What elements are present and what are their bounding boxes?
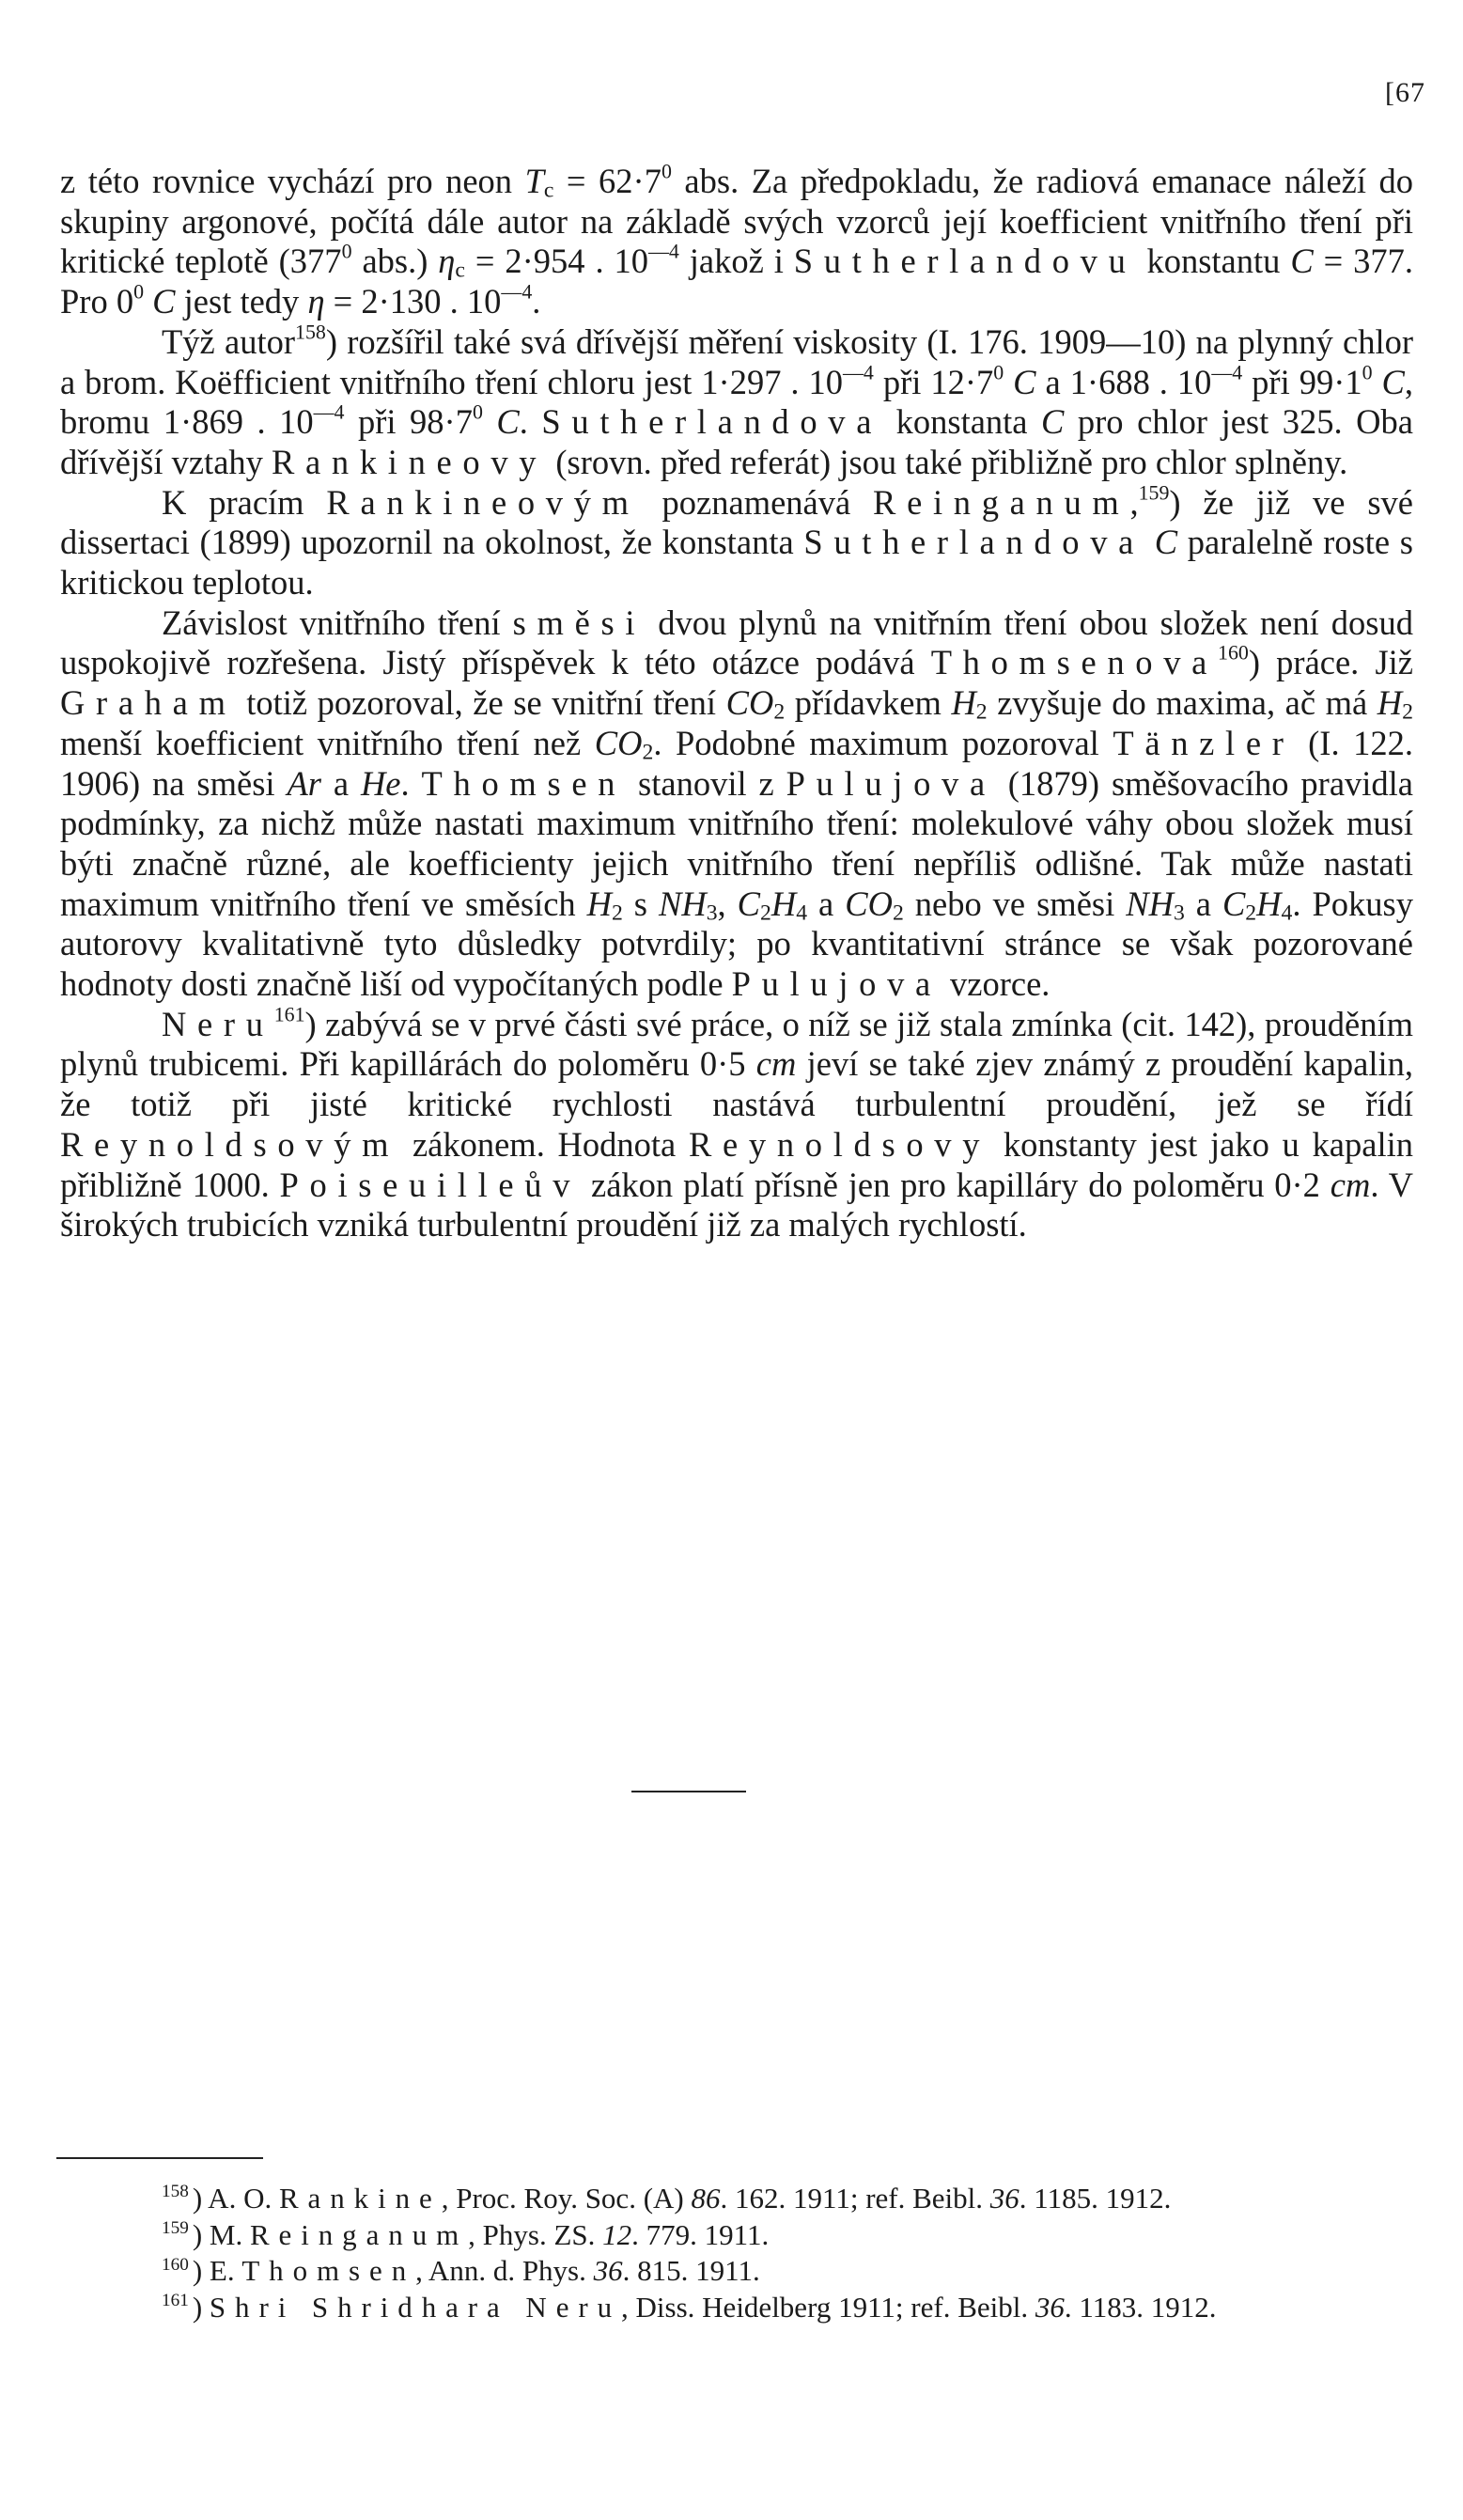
text-segment: ) že již ve své dissertaci (1899) upozornil na okolnost, že konstanta	[60, 482, 1413, 562]
text-segment	[1004, 363, 1013, 401]
text-segment: = 377. Pro 0	[60, 242, 1413, 321]
text-segment: 4	[796, 900, 808, 926]
text-segment: 159	[1138, 480, 1170, 505]
text-segment: 36	[593, 2254, 623, 2288]
text-segment: 12	[602, 2217, 632, 2251]
text-segment: —4	[313, 399, 345, 424]
spaced-name: Neru	[162, 1004, 274, 1043]
text-segment: , bromu 1·869 . 10	[60, 362, 1414, 442]
text-segment: ) zabývá se v prvé části své práce, o níž se již stala zmínka (cit. 142), prouděním plynů trubicemi. Při kapillárách do poloměru 0·5	[60, 1004, 1413, 1084]
text-segment: C	[1154, 523, 1178, 562]
footnote-number: 161	[162, 2291, 189, 2311]
spaced-name: Shri Shridhara Neru	[209, 2290, 622, 2324]
text-segment: CO	[845, 884, 893, 923]
text-segment: 0	[661, 159, 672, 183]
text-segment: , Phys. ZS.	[468, 2217, 603, 2251]
text-segment: 161	[273, 1002, 305, 1026]
text-segment: zákonem. Hodnota	[399, 1124, 689, 1164]
spaced-name: Sutherlandovu	[793, 242, 1137, 281]
text-segment: s	[622, 884, 659, 923]
text-segment: 36	[1035, 2290, 1065, 2324]
text-segment: jest tedy	[175, 282, 308, 321]
text-segment: ,	[717, 884, 738, 923]
text-segment: 4	[1281, 900, 1293, 926]
text-segment: C	[1013, 362, 1036, 401]
text-segment: NH	[658, 884, 707, 923]
text-segment: přídavkem	[785, 683, 952, 723]
text-segment: .	[519, 402, 542, 442]
text-segment: poznamenává	[639, 482, 874, 522]
spaced-name: Thomsen	[421, 763, 627, 803]
text-segment: konstantu	[1136, 242, 1291, 281]
spaced-name: Thomsenova	[930, 643, 1219, 682]
text-segment: 3	[706, 900, 718, 926]
text-segment: a	[320, 763, 361, 803]
text-segment: z této rovnice vychází pro neon	[60, 162, 525, 200]
text-segment: C	[1290, 242, 1314, 281]
text-segment: C	[737, 884, 760, 923]
text-segment: c	[543, 178, 554, 203]
text-segment: (1879) směšovacího pravidla podmínky, za nichž může nastati maximum vnitřního tření: molekulové váhy obou složek musí býti značně různé, ale koefficienty jejich vnitřního tření nepříliš odlišné. Tak může nastati maximum vnitřního tření ve směsích	[60, 763, 1414, 923]
text-segment: T	[524, 162, 544, 200]
text-segment: 0	[993, 360, 1004, 384]
text-segment: 0	[341, 240, 352, 264]
footnote	[60, 2290, 1413, 2326]
text-segment: 2	[642, 740, 654, 765]
paragraph	[60, 603, 1413, 1005]
text-segment: , Diss. Heidelberg 1911; ref. Beibl.	[621, 2290, 1035, 2324]
footnote-number: 159	[162, 2218, 189, 2239]
spaced-name: Pulujova	[786, 763, 996, 803]
spaced-name: Reinganum	[873, 482, 1130, 522]
text-segment: η	[307, 282, 325, 321]
text-segment: . 779. 1911.	[631, 2217, 770, 2251]
spaced-name: Poiseuilleův	[279, 1165, 582, 1204]
text-segment: 86	[691, 2182, 721, 2215]
text-segment: 0	[472, 399, 483, 424]
text-segment: ,	[1129, 482, 1139, 522]
text-segment: jeví se také zjev známý z proudění kapalin, že totiž při jisté kritické rychlosti nastává turbulentní proudění, jež se řídí	[60, 1044, 1413, 1124]
text-segment: nebo ve směsi	[903, 884, 1127, 923]
text-segment: paralelně roste s kritickou teplotou.	[60, 523, 1414, 603]
text-segment: C	[1381, 362, 1405, 401]
text-segment: —4	[1211, 360, 1243, 384]
text-segment: ) M.	[192, 2217, 250, 2251]
text-segment: .	[400, 763, 422, 803]
text-segment: , Ann. d. Phys.	[415, 2254, 594, 2288]
text-segment: C	[496, 402, 520, 442]
page-number: [67	[1385, 77, 1425, 108]
text-segment: 2	[611, 900, 623, 926]
footnotes	[60, 2181, 1413, 2325]
spaced-name: Pulujova	[731, 964, 942, 1004]
text-segment: Ar	[287, 763, 321, 803]
text-segment: 0	[133, 279, 145, 304]
text-segment: ) rozšířil také svá dřívější měření viskosity (I. 176. 1909—10) na plynný chlor a brom. Koëfficient vnitřního tření chloru jest 1·297 . 10	[60, 321, 1413, 401]
text-segment: CO	[725, 683, 774, 723]
text-segment: (I. 122. 1906) na směsi	[60, 723, 1413, 803]
text-segment: = 2·954 . 10	[464, 242, 648, 281]
footnote	[60, 2217, 1413, 2254]
text-segment: 2	[1402, 699, 1413, 725]
text-segment: a	[1184, 884, 1222, 923]
text-segment	[144, 282, 152, 321]
text-segment: Závislost vnitřního tření	[162, 603, 513, 642]
text-segment: K pracím	[162, 482, 327, 522]
spaced-name: Reynoldsovým	[60, 1124, 400, 1164]
text-segment: totiž pozoroval, že se vnitřní tření	[236, 683, 726, 723]
spaced-name: Thomsen	[241, 2254, 416, 2288]
text-segment: H	[951, 683, 976, 723]
text-segment	[483, 402, 497, 441]
text-segment: při 12·7	[873, 362, 994, 401]
text-segment: jakož i	[678, 242, 794, 281]
text-segment: ) A. O.	[192, 2182, 279, 2215]
text-segment: a	[807, 884, 846, 923]
text-segment: stanovil z	[626, 763, 786, 803]
spaced-name: směsi	[512, 603, 646, 642]
spaced-name: Graham	[60, 683, 237, 723]
text-segment: —4	[648, 240, 679, 264]
text-segment: H	[770, 884, 797, 923]
spaced-name: Rankine	[278, 2182, 442, 2215]
text-segment: 2	[975, 699, 988, 725]
text-segment: při 99·1	[1242, 362, 1362, 401]
text-segment: 36	[989, 2182, 1019, 2215]
text-segment: zvyšuje do maxima, ač má	[987, 683, 1377, 723]
text-segment: konstanta	[882, 402, 1042, 442]
text-segment: —4	[843, 360, 874, 384]
text-segment: . 1183. 1912.	[1064, 2290, 1217, 2324]
text-segment: Týž autor	[162, 321, 296, 361]
text-segment: 160	[1218, 641, 1249, 665]
text-segment: , Proc. Roy. Soc. (A)	[441, 2182, 692, 2215]
paragraph	[60, 159, 1413, 322]
text-segment: )	[192, 2290, 210, 2324]
text-segment: . Podobné maximum pozoroval	[653, 723, 1113, 762]
section-separator	[631, 1791, 746, 1792]
text-segment: dvou plynů na vnitřním tření obou složek není dosud uspokojivě rozřešena. Jistý příspěvek k této otázce podává	[60, 603, 1413, 682]
text-segment: konstanty jest jako u kapalin přibližně 1000.	[60, 1124, 1413, 1204]
text-segment: abs.)	[351, 242, 439, 281]
spaced-name: Reynoldsovy	[689, 1124, 991, 1164]
text-segment: c	[455, 258, 465, 284]
text-segment: He	[360, 763, 401, 803]
text-segment: . 815. 1911.	[622, 2254, 760, 2288]
footnote	[60, 2253, 1413, 2290]
text-segment: CO	[594, 723, 643, 762]
text-segment: H	[1377, 683, 1403, 723]
text-segment: . 1185. 1912.	[1019, 2182, 1172, 2215]
footnote	[60, 2181, 1413, 2217]
paragraph	[60, 1002, 1413, 1245]
body-text	[60, 159, 1414, 1245]
text-segment: menší koefficient vnitřního tření než	[60, 723, 595, 762]
spaced-name: Sutherlandova	[541, 402, 883, 442]
spaced-name: Sutherlandova	[803, 523, 1145, 562]
text-segment: H	[1256, 884, 1282, 923]
footnote-number: 158	[162, 2182, 189, 2202]
text-segment: cm	[755, 1044, 797, 1084]
text-segment: cm	[1330, 1165, 1371, 1204]
footnote-number: 160	[162, 2254, 189, 2275]
text-segment: 2	[892, 900, 904, 926]
paragraph	[60, 480, 1414, 603]
text-segment: při 98·7	[344, 402, 473, 442]
text-segment: η	[438, 242, 456, 281]
text-segment: . 162. 1911; ref. Beibl.	[720, 2182, 990, 2215]
footnote-rule	[56, 2157, 263, 2159]
text-segment: pro chlor jest 325. Oba dřívější vztahy	[60, 402, 1413, 481]
text-segment: vzorce.	[941, 964, 1051, 1004]
spaced-name: Rankineovy	[272, 442, 548, 481]
text-segment: NH	[1126, 884, 1174, 923]
spaced-name: Rankineovým	[326, 482, 640, 522]
text-segment: ) E.	[192, 2254, 242, 2288]
text-segment: C	[1222, 884, 1246, 923]
text-segment: ) práce. Již	[1248, 643, 1413, 682]
text-segment: 2	[773, 699, 786, 725]
text-segment: 2	[1245, 900, 1257, 926]
text-segment: C	[1041, 402, 1065, 442]
text-segment: C	[152, 282, 176, 321]
text-segment: 3	[1173, 900, 1185, 926]
text-segment: . V širokých trubicích vzniká turbulentní proudění již za malých rychlostí.	[60, 1165, 1413, 1244]
text-segment: abs. Za předpokladu, že radiová emanace náleží do skupiny argonové, počítá dále autor na základě svých vzorců její koefficient vnitřního tření při kritické teplotě (377	[60, 162, 1413, 281]
text-segment: H	[586, 884, 612, 923]
text-segment: 0	[1362, 360, 1373, 384]
text-segment: a 1·688 . 10	[1035, 362, 1212, 401]
spaced-name: Reinganum	[249, 2217, 469, 2251]
text-segment	[1373, 363, 1382, 401]
text-segment	[1144, 523, 1155, 561]
paragraph	[60, 322, 1413, 483]
text-segment: = 62·7	[553, 162, 661, 200]
text-segment: zákon platí přísně jen pro kapilláry do poloměru 0·2	[581, 1165, 1331, 1204]
text-segment: = 2·130 . 10	[324, 282, 502, 321]
text-segment: .	[532, 282, 541, 321]
text-segment: 2	[760, 900, 771, 926]
spaced-name: Tänzler	[1113, 723, 1295, 762]
text-segment: (srovn. před referát) jsou také přibližně pro chlor splněny.	[547, 442, 1348, 481]
text-segment: —4	[501, 279, 533, 304]
text-segment: 158	[295, 320, 326, 344]
text-segment: . Pokusy autorovy kvalitativně tyto důsledky potvrdily; po kvantitativní stránce se však pozorované hodnoty dosti značně liší od vypočítaných podle	[60, 884, 1413, 1004]
